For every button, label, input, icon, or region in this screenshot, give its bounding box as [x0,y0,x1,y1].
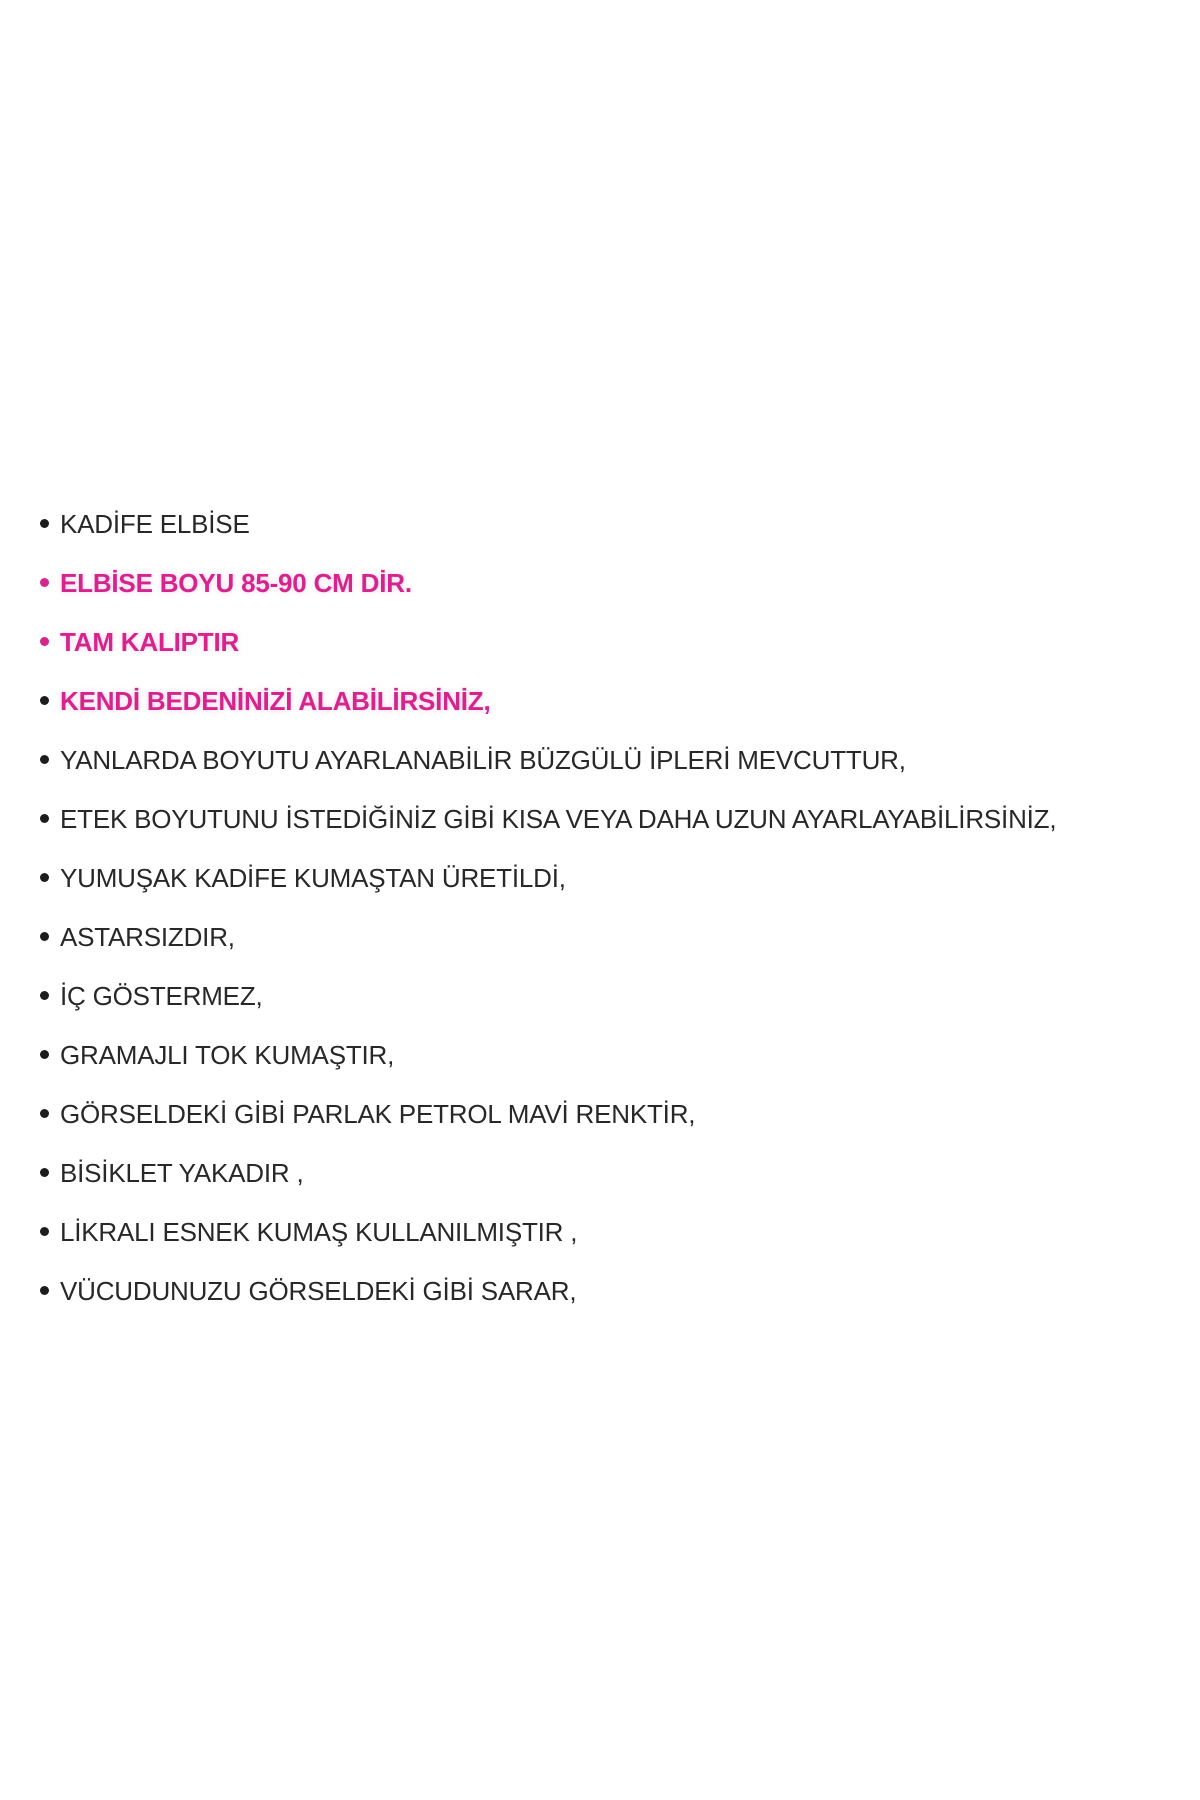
list-item-text: ASTARSIZDIR, [60,921,235,952]
list-item [40,612,1056,671]
list-item-text: YUMUŞAK KADİFE KUMAŞTAN ÜRETİLDİ, [60,862,566,893]
bullet-icon [40,1168,49,1177]
bullet-icon [40,932,49,941]
product-description-list [40,494,1056,1320]
list-item [40,671,1056,730]
list-item [40,1084,1056,1143]
bullet-icon [40,1227,49,1236]
list-item-text: GRAMAJLI TOK KUMAŞTIR, [60,1039,395,1070]
list-item-text: ELBİSE BOYU 85-90 CM DİR. [60,567,412,598]
list-item-text: BİSİKLET YAKADIR , [60,1157,304,1188]
list-item [40,1025,1056,1084]
list-item [40,789,1056,848]
list-item [40,494,1056,553]
bullet-icon [40,519,49,528]
list-item-text: KADİFE ELBİSE [60,508,250,539]
list-item-text: YANLARDA BOYUTU AYARLANABİLİR BÜZGÜLÜ İPLERİ MEVCUTTUR, [60,744,906,775]
list-item [40,1202,1056,1261]
list-item [40,1261,1056,1320]
bullet-icon [40,1109,49,1118]
list-item [40,907,1056,966]
list-item-text: GÖRSELDEKİ GİBİ PARLAK PETROL MAVİ RENKTİR, [60,1098,696,1129]
bullet-icon [40,637,49,646]
list-item-text: ETEK BOYUTUNU İSTEDİĞİNİZ GİBİ KISA VEYA DAHA UZUN AYARLAYABİLİRSİNİZ, [60,803,1057,834]
list-item-text: LİKRALI ESNEK KUMAŞ KULLANILMIŞTIR , [60,1216,578,1247]
list-item [40,730,1056,789]
bullet-icon [40,1286,49,1295]
list-item-text: VÜCUDUNUZU GÖRSELDEKİ GİBİ SARAR, [60,1275,577,1306]
list-item [40,966,1056,1025]
list-item-text: TAM KALIPTIR [60,626,240,657]
list-item [40,1143,1056,1202]
list-item [40,553,1056,612]
bullet-icon [40,814,49,823]
bullet-icon [40,1050,49,1059]
bullet-icon [40,696,49,705]
list-item-text: KENDİ BEDENİNİZİ ALABİLİRSİNİZ, [60,685,491,716]
list-item [40,848,1056,907]
list-item-text: İÇ GÖSTERMEZ, [60,980,263,1011]
bullet-icon [40,873,49,882]
bullet-icon [40,755,49,764]
bullet-icon [40,991,49,1000]
bullet-icon [40,578,49,587]
